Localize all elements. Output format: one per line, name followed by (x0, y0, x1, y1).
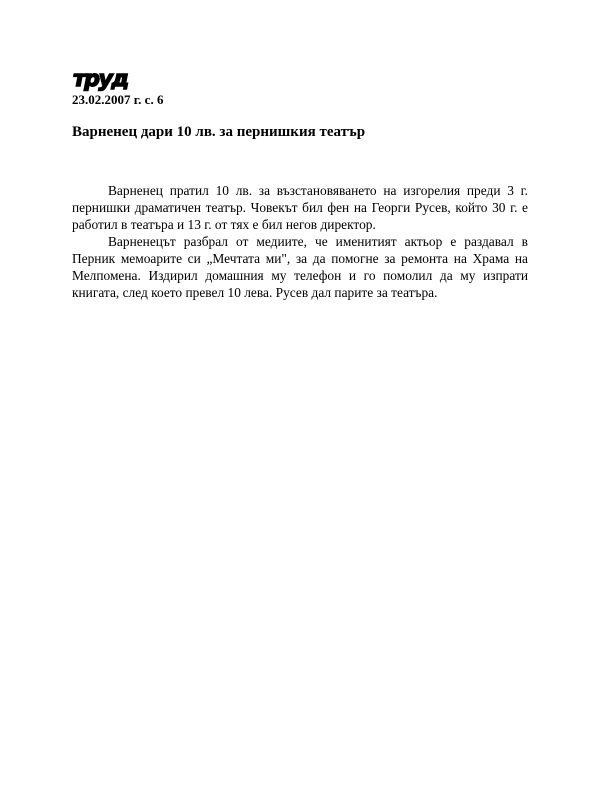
logo-wordmark: труд (73, 67, 128, 92)
publication-date-page: 23.02.2007 г. с. 6 (72, 92, 164, 107)
article-body (72, 182, 528, 301)
trud-newspaper-logo (72, 66, 142, 92)
article-paragraph: Варненец пратил 10 лв. за възстановяването на изгорелия преди 3 г. пернишки драматичен театър. Човекът бил фен на Георги Русев, който 30 г. е работил в театъра и 13 г. от тях е бил негов директор. (72, 183, 528, 232)
article-headline: Варненец дари 10 лв. за пернишкия театър (72, 124, 366, 140)
article-paragraph: Варненецът разбрал от медиите, че именитият актьор е раздавал в Перник мемоарите си „Мечтата ми", за да помогне за ремонта на Храма на Мелпомена. Издирил домашния му телефон и го помолил да му изпрати книгата, след което превел 10 лева. Русев дал парите за театъра. (72, 234, 528, 300)
